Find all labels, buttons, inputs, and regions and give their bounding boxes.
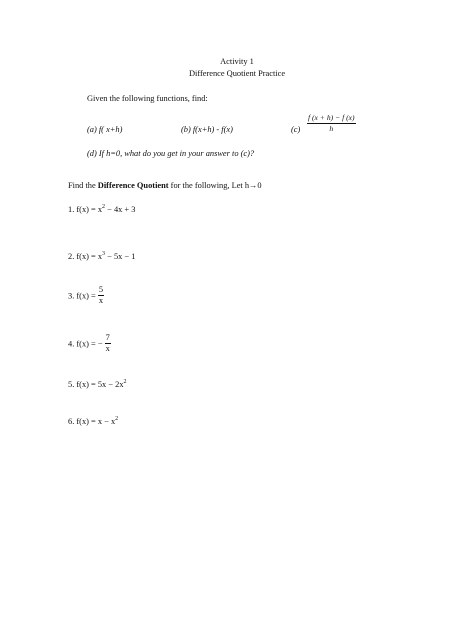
problem-5 <box>68 380 127 389</box>
problem-lhs: f(x) = <box>76 291 96 301</box>
problem-2 <box>68 252 135 261</box>
problem-exponent: 2 <box>102 204 106 210</box>
problem-lhs: f(x) = x <box>76 252 103 261</box>
intro-text: Given the following functions, find: <box>87 94 208 103</box>
problem-rest: − 5x − 1 <box>105 252 136 261</box>
problem-rest: − 4x + 3 <box>105 205 136 214</box>
instruction-line <box>68 181 262 190</box>
problem-number: 5. <box>68 380 75 389</box>
problem-lhs: f(x) = 5x − 2x <box>76 380 124 389</box>
part-c-numerator: f (x + h) − f (x) <box>308 113 355 122</box>
fraction-numerator: 7 <box>105 333 110 342</box>
problem-exponent: 2 <box>123 379 127 385</box>
instruction-bold: Difference Quotient <box>97 181 169 190</box>
fraction-numerator: 5 <box>98 285 104 294</box>
activity-title: Activity 1 <box>220 57 254 66</box>
problem-number: 3. <box>68 291 75 301</box>
problem-lhs: f(x) = x − x <box>76 417 116 426</box>
part-b: (b) f(x+h) - f(x) <box>181 125 233 134</box>
activity-subtitle: Difference Quotient Practice <box>188 69 286 78</box>
problem-number: 6. <box>68 417 75 426</box>
fraction-denominator: x <box>105 344 110 354</box>
problem-6 <box>68 417 118 426</box>
problem-lhs: f(x) = x <box>76 205 103 214</box>
problem-4 <box>68 334 111 354</box>
part-c-label: (c) <box>291 125 301 134</box>
problem-exponent: 2 <box>115 416 119 422</box>
problem-1 <box>68 205 135 214</box>
part-c-fraction <box>307 114 356 132</box>
problem-exponent: 3 <box>102 251 106 257</box>
problem-number: 1. <box>68 205 75 214</box>
fraction-denominator: x <box>98 296 104 306</box>
problem-number: 2. <box>68 252 75 261</box>
instruction-prefix: Find the <box>68 181 98 190</box>
problem-3 <box>68 286 104 306</box>
part-a: (a) f( x+h) <box>87 125 123 134</box>
part-d: (d) If h=0, what do you get in your answer to (c)? <box>87 149 255 158</box>
instruction-suffix: for the following, Let h→0 <box>168 181 262 190</box>
part-c-denominator: h <box>329 123 334 133</box>
problem-number: 4. <box>68 339 75 349</box>
problem-lhs: f(x) = − <box>76 339 103 349</box>
